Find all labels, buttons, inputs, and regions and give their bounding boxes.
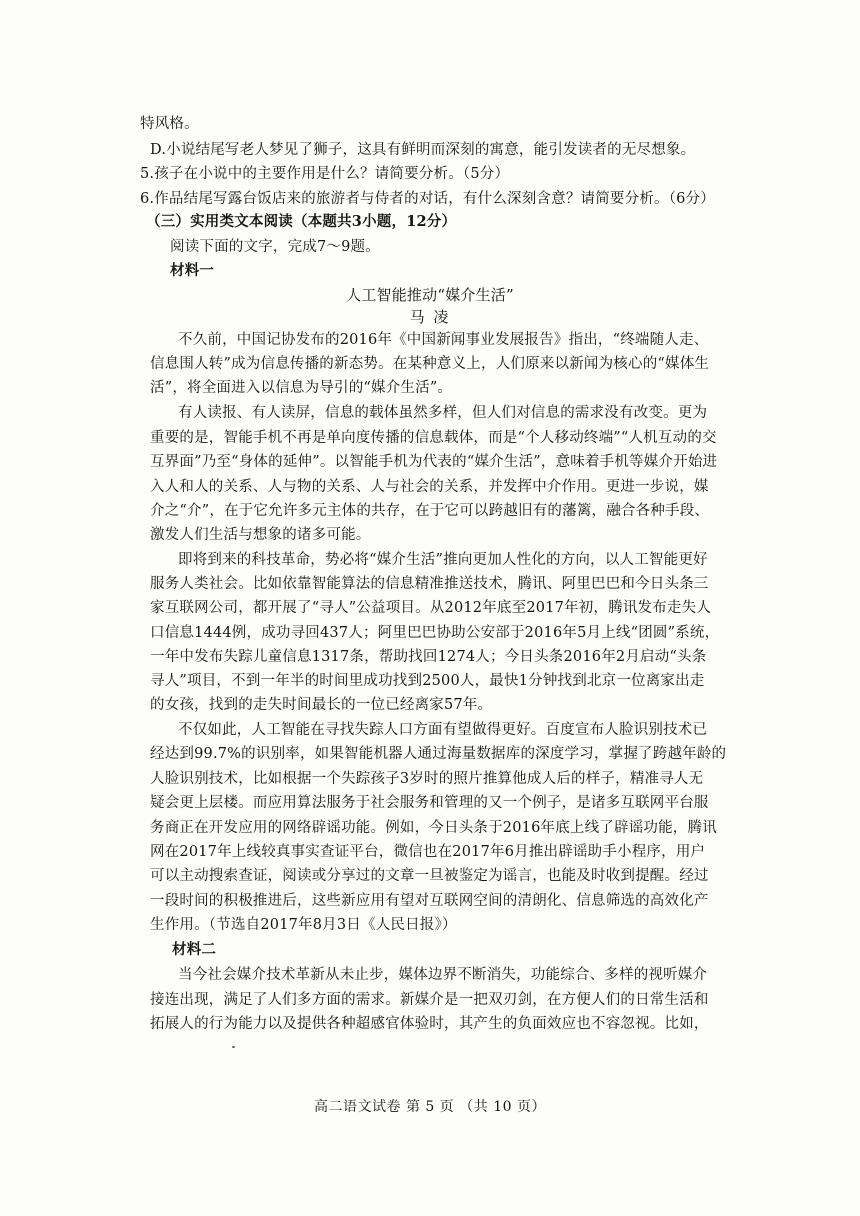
text-line: 特风格。: [140, 116, 199, 132]
text-line: 寻人”项目，不到一年半的时间里成功找到2500人，最快1分钟找到北京一位离家出走: [150, 673, 705, 689]
text-line: 信息围人转”成为信息传播的新态势。在某种意义上，人们原来以新闻为核心的“媒体生: [150, 356, 710, 372]
text-line: 阅读下面的文字，完成7～9题。: [170, 239, 380, 255]
text-line: 材料一: [170, 262, 215, 279]
text-line: D.小说结尾写老人梦见了狮子，这具有鲜明而深刻的寓意，能引发读者的无尽想象。: [150, 142, 696, 158]
text-line: 有人读报、有人读屏，信息的载体虽然多样，但人们对信息的需求没有改变。更为: [178, 405, 708, 421]
article-author: 马 凌: [409, 308, 451, 326]
text-line: 拓展人的行为能力以及提供各种超感官体验时，其产生的负面效应也不容忽视。比如，: [150, 1016, 709, 1032]
text-line: 激发人们生活与想象的诸多可能。: [150, 527, 371, 543]
text-line: 即将到来的科技革命，势必将“媒介生活”推向更加人性化的方向，以人工智能更好: [178, 552, 708, 568]
text-line: （三）实用类文本阅读（本题共3小题，12分）: [146, 213, 457, 230]
text-line: 人脸识别技术，比如根据一个失踪孩子3岁时的照片推算他成人后的样子，精准寻人无: [150, 771, 704, 787]
text-line: 服务人类社会。比如依靠智能算法的信息精准推送技术，腾讯、阿里巴巴和今日头条三: [150, 576, 709, 592]
page-footer: 高二语文试卷 第 5 页 （共 10 页）: [314, 1099, 546, 1115]
text-line: 一年中发布失踪儿童信息1317条，帮助找回1274人；今日头条2016年2月启动“头条: [150, 649, 707, 665]
text-line: 疑会更上层楼。而应用算法服务于社会服务和管理的又一个例子，是诸多互联网平台服: [150, 795, 709, 811]
text-line: 生作用。（节选自2017年8月3日《人民日报》）: [150, 917, 457, 933]
article-title: 人工智能推动“媒介生活”: [346, 286, 514, 304]
text-line: 材料二: [172, 941, 217, 958]
text-line: 当今社会媒介技术革新从未止步，媒体边界不断消失，功能综合、多样的视听媒介: [178, 967, 708, 983]
text-line: 互界面”乃至“身体的延伸”。以智能手机为代表的“媒介生活”，意味着手机等媒介开始进: [150, 454, 718, 470]
text-line: 重要的是，智能手机不再是单向度传播的信息载体，而是“个人移动终端”“人机互动的交: [150, 430, 717, 446]
text-line: 不久前，中国记协发布的2016年《中国新闻事业发展报告》指出，“终端随人走、: [178, 332, 709, 348]
text-line: 口信息1444例，成功寻回437人；阿里巴巴协助公安部于2016年5月上线“团圆”系统，: [150, 625, 720, 641]
text-line: 入人和人的关系、人与物的关系、人与社会的关系，并发挥中介作用。更进一步说，媒: [150, 479, 709, 495]
text-line: 介之“介”，在于它允许多元主体的共存，在于它可以跨越旧有的藩篱，融合各种手段、: [150, 503, 710, 519]
text-line: 的女孩，找到的走失时间最长的一位已经离家57年。: [150, 697, 493, 713]
text-line: 经达到99.7%的识别率，如果智能机器人通过海量数据库的深度学习，掌握了跨越年龄的: [150, 746, 727, 762]
text-line: 5.孩子在小说中的主要作用是什么？请简要分析。（5分）: [140, 166, 510, 182]
text-line: 6.作品结尾写露台饭店来的旅游者与侍者的对话，有什么深刻含意？请简要分析。（6分）: [140, 191, 716, 207]
text-line: 可以主动搜索查证，阅读或分享过的文章一旦被鉴定为谣言，也能及时收到提醒。经过: [150, 868, 709, 884]
text-line: 网在2017年上线较真事实查证平台，微信也在2017年6月推出辟谣助手小程序，用户: [150, 844, 706, 860]
text-line: 一段时间的积极推进后，这些新应用有望对互联网空间的清朗化、信息筛选的高效化产: [150, 893, 709, 909]
text-line: 家互联网公司，都开展了“寻人”公益项目。从2012年底至2017年初，腾讯发布走失人: [150, 600, 712, 616]
scan-speck: [232, 1046, 235, 1048]
text-line: 活”，将全面进入以信息为导引的“媒介生活”。: [150, 380, 453, 396]
text-line: 接连出现，满足了人们多方面的需求。新媒介是一把双刃剑，在方便人们的日常生活和: [150, 992, 709, 1008]
text-line: 不仅如此，人工智能在寻找失踪人口方面有望做得更好。百度宣布人脸识别技术已: [178, 722, 708, 738]
text-line: 务商正在开发应用的网络辟谣功能。例如，今日头条于2016年底上线了辟谣功能，腾讯: [150, 820, 717, 836]
